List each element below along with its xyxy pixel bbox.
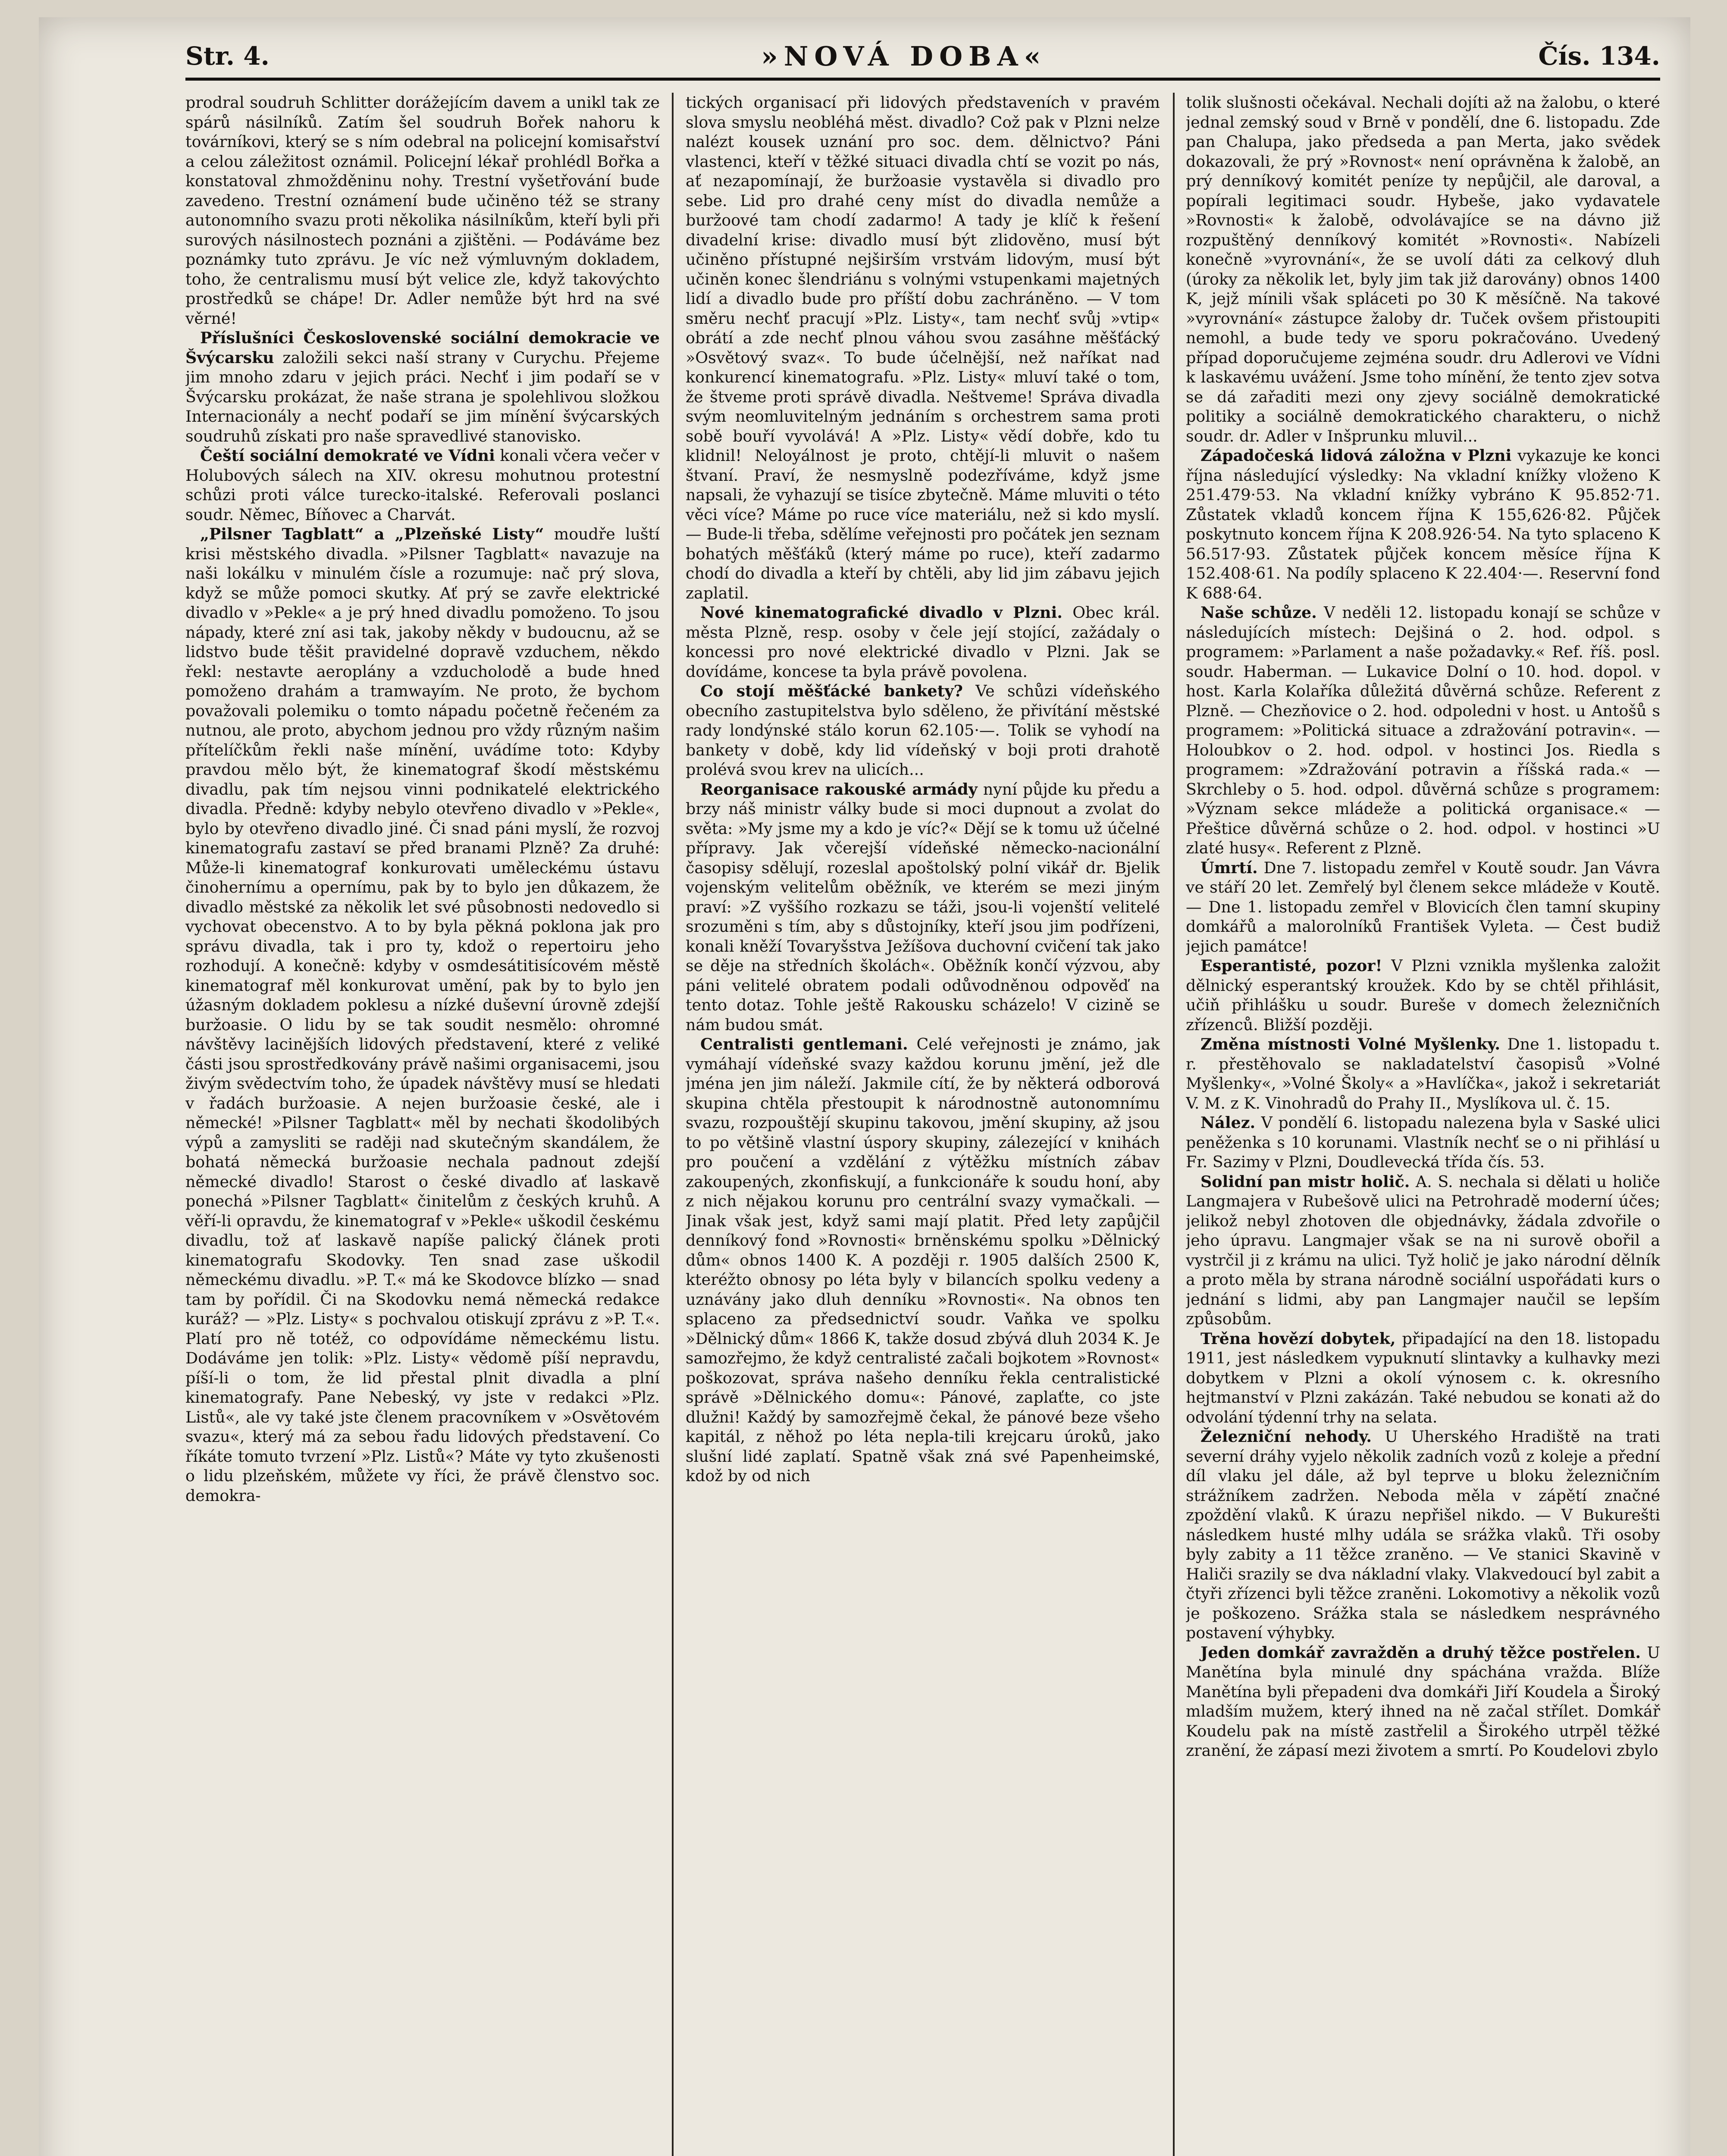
news-headline: „Pilsner Tagblatt“ a „Plzeňské Listy“ [200, 525, 544, 543]
news-body: Ve schůzi vídeňského obecního zastupitelstva bylo sděleno, že přivítání městské rady londýnské stálo korun 62.105·—. Tolik se vyhodí na bankety v době, kdy lid vídeňský v boji proti drahotě prolévá svou krev na ulicích... [686, 682, 1160, 779]
page-number: Str. 4. [185, 41, 270, 71]
news-headline: Čeští sociální demokraté ve Vídni [200, 446, 495, 465]
news-item [1186, 1113, 1660, 1172]
news-item [185, 446, 660, 524]
news-headline: Změna místnosti Volné Myšlenky. [1200, 1035, 1501, 1053]
news-body: U Uherského Hradiště na trati severní dráhy vyjelo několik zadních vozů z koleje a přední díl vlaku jel dále, až byl teprve u bloku železničním strážníkem zadržen. Neboda měla v zápětí značné zpoždění vlaků. K úrazu nepřišel nikdo. — V Bukurešti následkem husté mlhy udála se srážka vlaků. Tři osoby byly zabity a 11 těžce zraněno. — Ve stanici Skavině v Haliči srazily se dva nákladní vlaky. Vlakvedoucí byl zabit a čtyři zřízenci byli těžce zraněni. Lokomotivy a několik vozů je poškozeno. Srážka stala se následkem nesprávného postavení výhybky. [1186, 1427, 1660, 1642]
page-header [185, 34, 1660, 81]
news-item [1186, 446, 1660, 603]
column-3 [1186, 93, 1660, 2156]
news-item [686, 681, 1160, 780]
newspaper-title: »NOVÁ DOBA« [761, 40, 1047, 72]
news-body: moudře luští krisi městského divadla. »Pilsner Tagblatt« navazuje na naši lokálku v minulém čísle a rozumuje: nač prý slova, když se může pomoci skutky. Ať prý se zavře elektrické divadlo v »Pekle« a je prý hned divadlu pomoženo. To jsou nápady, které zní asi tak, jakoby někdy v budoucnu, až se lidstvo bude těšit pravidelné dopravě vzduchem, někdo řekl: nestavte aeroplány a vzducholodě a bude hned pomoženo drahám a tramwayím. Ne proto, že bychom považovali polemiku o tomto nápadu početně řečeném za nutnou, ale proto, abychom jednou pro vždy různým našim přítelíčkům řekli naše mínění, uvádíme toto: Kdyby pravdou mělo být, že kinematograf škodí městskému divadlu, pak tím nejsou vinni podnikatelé elektrického divadla. Předně: kdyby nebylo otevřeno divadlo v »Pekle«, bylo by otevřeno divadlo jiné. Či snad páni myslí, že rozvoj kinematografu zastaví se před branami Plzně? Za druhé: Může-li kinematograf konkurovati uměleckému ústavu činohernímu a opernímu, pak by to bylo jen důkazem, že divadlo městské za několik let své působnosti nedovedlo si vychovat obecenstvo. A to by byla pěkná poklona jak pro správu divadla, tak i pro ty, kdož o repertoiru jeho rozhodují. A konečně: kdyby v osmdesátitisícovém městě kinematograf měl konkurovat umění, pak by to bylo jen úžasným dokladem poklesu a nízké duševní úrovně zdejší buržoasie. O lidu by se tak soudit nesmělo: ohromné návštěvy lacinějších lidových představení, které z veliké části jsou sprostředkovány právě našimi organisacemi, jsou živým svědectvím toho, že úpadek návštěvy musí se hledati v řadách buržoasie. A nejen buržoasie české, ale i německé! »Pilsner Tagblatt« měl by nechati škodolibých výpů a zamysliti se raději nad skutečným skandálem, že bohatá německá buržoasie nechala padnout zdejší německé divadlo! Starost o české divadlo ať laskavě ponechá »Pilsner Tagblatt« činitelům z českých kruhů. A věří-li opravdu, že kinematograf v »Pekle« uškodil českému divadlu, tož ať laskavě napíše palický článek proti kinematografu Skodovky. Ten snad zase uškodil německému divadlu. »P. T.« má ke Skodovce blízko — snad tam by pořídil. Či na Skodovku nemá německá redakce kuráž? — »Plz. Listy« s pochvalou otiskují zprávu z »P. T.«. Platí pro ně totéž, co odpovídáme německému listu. Dodáváme jen tolik: »Plz. Listy« vědomě píší nepravdu, píší-li o tom, že lid přestal plnit divadla a plní kinematografy. Pane Nebeský, vy jste v redakci »Plz. Listů«, ale vy také jste členem pracovníkem v »Osvětovém svazu«, který má za sebou řadu lidových představení. Co říkáte tomuto tvrzení »Plz. Listů«? Máte vy tyto zkušenosti o lidu plzeňském, můžete vy říci, že právě členstvo soc. demokra- [185, 525, 660, 1505]
news-item [1186, 1172, 1660, 1329]
news-item [1186, 1034, 1660, 1113]
news-headline: Naše schůze. [1200, 603, 1317, 622]
news-body: A. S. nechala si dělati u holiče Langmajera v Rubešově ulici na Petrohradě moderní účes; jelikož nebyl zhotoven dle objednávky, žádala zdvořile o jeho úpravu. Langmajer však se na ni surově obořil a vystrčil ji z krámu na ulici. Tyž holič je jako národní dělník a proto měla by strana národně sociální uspořádati kurs o jednání s lidmi, aby pan Langmajer naučil se lepším způsobům. [1186, 1172, 1660, 1328]
news-body: vykazuje ke konci října následující výsledky: Na vkladní knížky vloženo K 251.479·53. Na vkladní knížky vybráno K 95.852·71. Zůstatek vkladů koncem října K 155,626·82. Půjček poskytnuto koncem října K 208.926·54. Na tyto splaceno K 56.517·93. Zůstatek půjček koncem měsíce října K 152.408·61. Na podíly splaceno K 22.404·—. Reservní fond K 688·64. [1186, 446, 1660, 602]
news-body: U Manětína byla minulé dny spáchána vražda. Blíže Manětína byli přepadeni dva domkáři Jiří Koudela a Široký mladším mužem, který ihned na ně začal střílet. Domkář Koudelu pak na místě zastřelil a Širokého utrpěl těžké zranění, že zápasí mezi životem a smrtí. Po Koudelovi zbylo [1186, 1643, 1660, 1760]
news-body: konali včera večer v Holubových sálech na XIV. okresu mohutnou protestní schůzi proti válce turecko-italské. Referovali poslanci soudr. Němec, Bíňovec a Charvát. [185, 446, 660, 524]
news-item [1186, 858, 1660, 956]
news-body: V pondělí 6. listopadu nalezena byla v Saské ulici peněženka s 10 korunami. Vlastník nechť se o ni přihlásí u Fr. Sazimy v Plzni, Doudlevecká třída čís. 53. [1186, 1113, 1660, 1171]
column-2 [686, 93, 1160, 2156]
news-headline: Co stojí měšťácké bankety? [700, 682, 963, 700]
column-1 [185, 93, 660, 2156]
news-headline: Nález. [1200, 1113, 1256, 1132]
news-item [1186, 1643, 1660, 1761]
news-item [185, 328, 660, 446]
news-item [686, 603, 1160, 681]
newspaper-page [39, 17, 1690, 2156]
column-divider [672, 93, 674, 2156]
news-headline: Úmrtí. [1200, 858, 1258, 877]
news-item [185, 524, 660, 1505]
news-headline: Železniční nehody. [1200, 1427, 1372, 1446]
news-body: Dne 7. listopadu zemřel v Koutě soudr. Jan Vávra ve stáří 20 let. Zemřelý byl členem sekce mládeže v Koutě. — Dne 1. listopadu zemřel v Blovicích člen tamní skupiny domkářů a malorolníků František Vyleta. — Čest budiž jejich památce! [1186, 858, 1660, 956]
news-body: založili sekci naší strany v Curychu. Přejeme jim mnoho zdaru v jejich práci. Nechť i jim podaří se v Švýcarsku prokázat, že naše strana je spolehlivou složkou Internacionály a nechť podaří se jim mínění švýcarských soudruhů získati pro naše spravedlivé stanovisko. [185, 348, 660, 445]
article-text: prodral soudruh Schlitter dorážejícím davem a unikl tak ze spárů násilníků. Zatím šel soudruh Bořek nahoru k továrníkovi, který se s ním odebral na policejní komisařství a celou záležitost oznámil. Policejní lékař prohlédl Bořka a konstatoval zhmožděninu nohy. Trestní vyšetřování bude zavedeno. Trestní oznámení bude učiněno též se strany autonomního svazu proti několika násilníkům, kteří byli při surových násilnostech poznáni a zjištěni. — Podáváme bez poznámky tuto zprávu. Je víc než výmluvným dokladem, toho, že centralismu musí být velice zle, když takovýchto prostředků se chápe! Dr. Adler nemůže být hrd na své věrné! [185, 93, 660, 328]
article-text: tických organisací při lidových představeních v pravém slova smyslu neobléhá měst. divadlo? Což pak v Plzni nelze nalézt kousek uznání pro soc. dem. dělnictvo? Páni vlastenci, kteří v těžké situaci divadla chtí se vozit po nás, ať nezapomínají, že buržoasie vystavěla si divadlo pro sebe. Lid pro drahé ceny míst do divadla nemůže a buržoové tam chodí zadarmo! A tady je klíč k řešení divadelní krise: divadlo musí být zlidověno, musí být učiněno přístupné nejširším vrstvám lidovým, musí být učiněn konec šlendriánu s volnými vstupenkami majetných lidí a divadlo bude pro příští dobu zachráněno. — V tom směru nechť pracují »Plz. Listy«, tam nechť svůj »vtip« obrátí a zde nechť plnou váhou svou zasáhne měšťácký »Osvětový svaz«. To bude účelnější, než naříkat nad konkurencí kinematografu. »Plz. Listy« mluví také o tom, že štveme proti správě divadla. Neštveme! Správa divadla svým neomluvitelným jednáním s orchestrem sama proti sobě bouří vyvolává! A »Plz. Listy« vědí dobře, kdo tu klidnil! Neloyálnost je proto, chtějí-li mluvit o našem štvaní. Praví, že nesmyslně podezříváme, když jsme napsali, že vyhazují se tisíce zbytečně. Máme mluviti o této věci více? Máme po ruce více materiálu, než si kdo myslí. — Bude-li třeba, sdělíme veřejnosti pro počátek jen seznam bohatých měšťáků (který máme po ruce), kteří zadarmo chodí do divadla a kteří by chtěli, aby lid jim zábavu jejich zaplatil. [686, 93, 1160, 602]
news-headline: Esperantisté, pozor! [1200, 956, 1382, 975]
news-item [1186, 1329, 1660, 1427]
news-body: V neděli 12. listopadu konají se schůze v následujících místech: Dejšiná o 2. hod. odpol. s programem: »Parlament a naše požadavky.« Ref. říš. posl. soudr. Haberman. — Lukavice Dolní o 10. hod. dopol. v host. Karla Kolaříka důležitá důvěrná schůze. Referent z Plzně. — Chezňovice o 2. hod. odpoledni v host. u Antošů s programem: »Politická situace a zdražování potravin«. — Holoubkov o 2. hod. odpol. v hostinci Jos. Riedla s programem: »Zdražování potravin a říšská rada.« — Skrchleby o 5. hod. odpol. důvěrná schůze s programem: »Význam sekce mládeže a politická organisace.« — Přeštice důvěrná schůze o 2. hod. odpol. v hostinci »U zlaté husy«. Referent z Plzně. [1186, 603, 1660, 857]
news-headline: Příslušníci Československé sociální demokracie ve Švýcarsku [185, 329, 660, 367]
news-item [1186, 603, 1660, 858]
news-headline: Centralisti gentlemani. [700, 1035, 908, 1053]
news-item [686, 1034, 1160, 1486]
news-headline: Jeden domkář zavražděn a druhý těžce postřelen. [1200, 1643, 1641, 1662]
news-body: připadající na den 18. listopadu 1911, jest následkem vypuknutí slintavky a kulhavky mezi dobytkem v Plzni a okolí výnosem c. k. okresního hejtmanství v Plzni zakázán. Také nebudou se konati až do odvolání týdenní trhy na selata. [1186, 1329, 1660, 1426]
news-body: Dne 1. listopadu t. r. přestěhovalo se nakladatelství časopisů »Volné Myšlenky«, »Volné Školy« a »Havlíčka«, jakož i sekretariát V. M. z K. Vinohradů do Prahy II., Myslíkova ul. č. 15. [1186, 1035, 1660, 1112]
news-body: nyní půjde ku předu a brzy náš ministr války bude si moci dupnout a zvolat do světa: »My jsme my a kdo je víc?« Dějí se k tomu už účelné přípravy. Jak včerejší vídeňské německo-nacionální časopisy sdělují, rozeslal apoštolský polní vikář dr. Bjelik vojenským velitelům oběžník, ve kterém se mezi jiným praví: »Z vyššího rozkazu se táži, jsou-li vojenští velitelé srozuměni s tím, aby s důstojníky, kteří jsou jim podřízeni, konali kněží Tovaryšstva Ježíšova duchovní cvičení tak jako se děje na středních školách«. Oběžník končí výzvou, aby páni velitelé obratem podali odůvodněnou odpověď na tento dotaz. Tohle ještě Rakousku scházelo! V cizině se nám budou smát. [686, 780, 1160, 1034]
news-body: Obec král. města Plzně, resp. osoby v čele její stojící, zažádaly o koncessi pro nové elektrické divadlo v Plzni. Jak se dovídáme, koncese ta byla právě povolena. [686, 603, 1160, 681]
article-columns [185, 93, 1660, 2156]
news-headline: Západočeská lidová záložna v Plzni [1200, 446, 1512, 465]
news-item [1186, 956, 1660, 1034]
news-headline: Reorganisace rakouské armády [700, 780, 978, 799]
news-body: V Plzni vznikla myšlenka založit dělnický esperantský kroužek. Kdo by se chtěl přihlásit, učiň přihlášku u soudr. Bureše v domech železničních zřízenců. Bližší později. [1186, 956, 1660, 1034]
article-text: tolik slušnosti očekával. Nechali dojíti až na žalobu, o které jednal zemský soud v Brně v pondělí, dne 6. listopadu. Zde pan Chalupa, jako předseda a pan Merta, jako svědek dokazovali, že prý »Rovnost« není oprávněna k žalobě, an prý denníkový komitét peníze ty nepůjčil, ale daroval, a popírali legitimaci soudr. Hybeše, jako vydavatele »Rovnosti« k žalobě, odvolávajíce se na dávno již rozpuštěný denníkový komitét »Rovnosti«. Nabízeli konečně »vyrovnání«, že se uvolí dáti za celkový dluh (úroky za několik let, byly jim tak již darovány) obnos 1400 K, jejž mínili však spláceti po 30 K měsíčně. Na takové »vyrovnání« zástupce žaloby dr. Tuček ovšem přistoupiti nemohl, a bude tedy ve sporu pokračováno. Uvedený případ doporučujeme zejména soudr. dru Adlerovi ve Vídni k laskavému uvážení. Jsme toho mínění, že tento zjev sotva se dá zařaditi mezi ony zjevy sociálně demokratické politiky a sociálně demokratického charakteru, o nichž soudr. dr. Adler v Inšprunku mluvil... [1186, 93, 1660, 445]
news-headline: Trěna hovězí dobytek, [1200, 1329, 1396, 1348]
news-headline: Nové kinematografické divadlo v Plzni. [700, 603, 1063, 622]
column-divider [1173, 93, 1175, 2156]
news-item [686, 780, 1160, 1035]
news-headline: Solidní pan mistr holič. [1200, 1172, 1410, 1191]
news-body: Celé veřejnosti je známo, jak vymáhají vídeňské svazy každou korunu jmění, jež dle jména jen jim náleží. Jakmile cítí, že by některá odborová skupina chtěla přestoupit k národnostně autonomnímu svazu, rozpouštějí skupinu takovou, jmění skupiny, až jsou to po většině vlastní úspory skupiny, zálezející v knihách pro poučení a vzdělání z výtěžku místních zábav zakoupených, zkonfiskují, a funkcionáře k soudu honí, aby z nich nějakou korunu pro centrální svazy vymačkali. — Jinak však jest, když sami mají platit. Před lety zapůjčil denníkový fond »Rovnosti« brněnskému spolku »Dělnický dům« obnos 1400 K. A později r. 1905 dalších 2500 K, kteréžto obnosy po léta byly v bilancích spolku vedeny a uznávány jako dluh denníku »Rovnosti«. Na obnos ten splaceno za předsednictví soudr. Vaňka ve spolku »Dělnický dům« 1866 K, takže dosud zbývá dluh 2034 K. Je samozřejmo, že když centralisté začali bojkotem »Rovnost« poškozovat, správa našeho denníku řekla centralistické správě »Dělnického domu«: Pánové, zaplaťte, co jste dlužni! Každý by samozřejmě čekal, že pánové beze všeho kapitál, z něhož po léta nepla-tili krejcaru úroků, jako slušní lidé zaplatí. Spatně však zná své Papenheimské, kdož by od nich [686, 1035, 1160, 1485]
issue-number: Čís. 134. [1538, 41, 1660, 71]
news-item [1186, 1427, 1660, 1643]
